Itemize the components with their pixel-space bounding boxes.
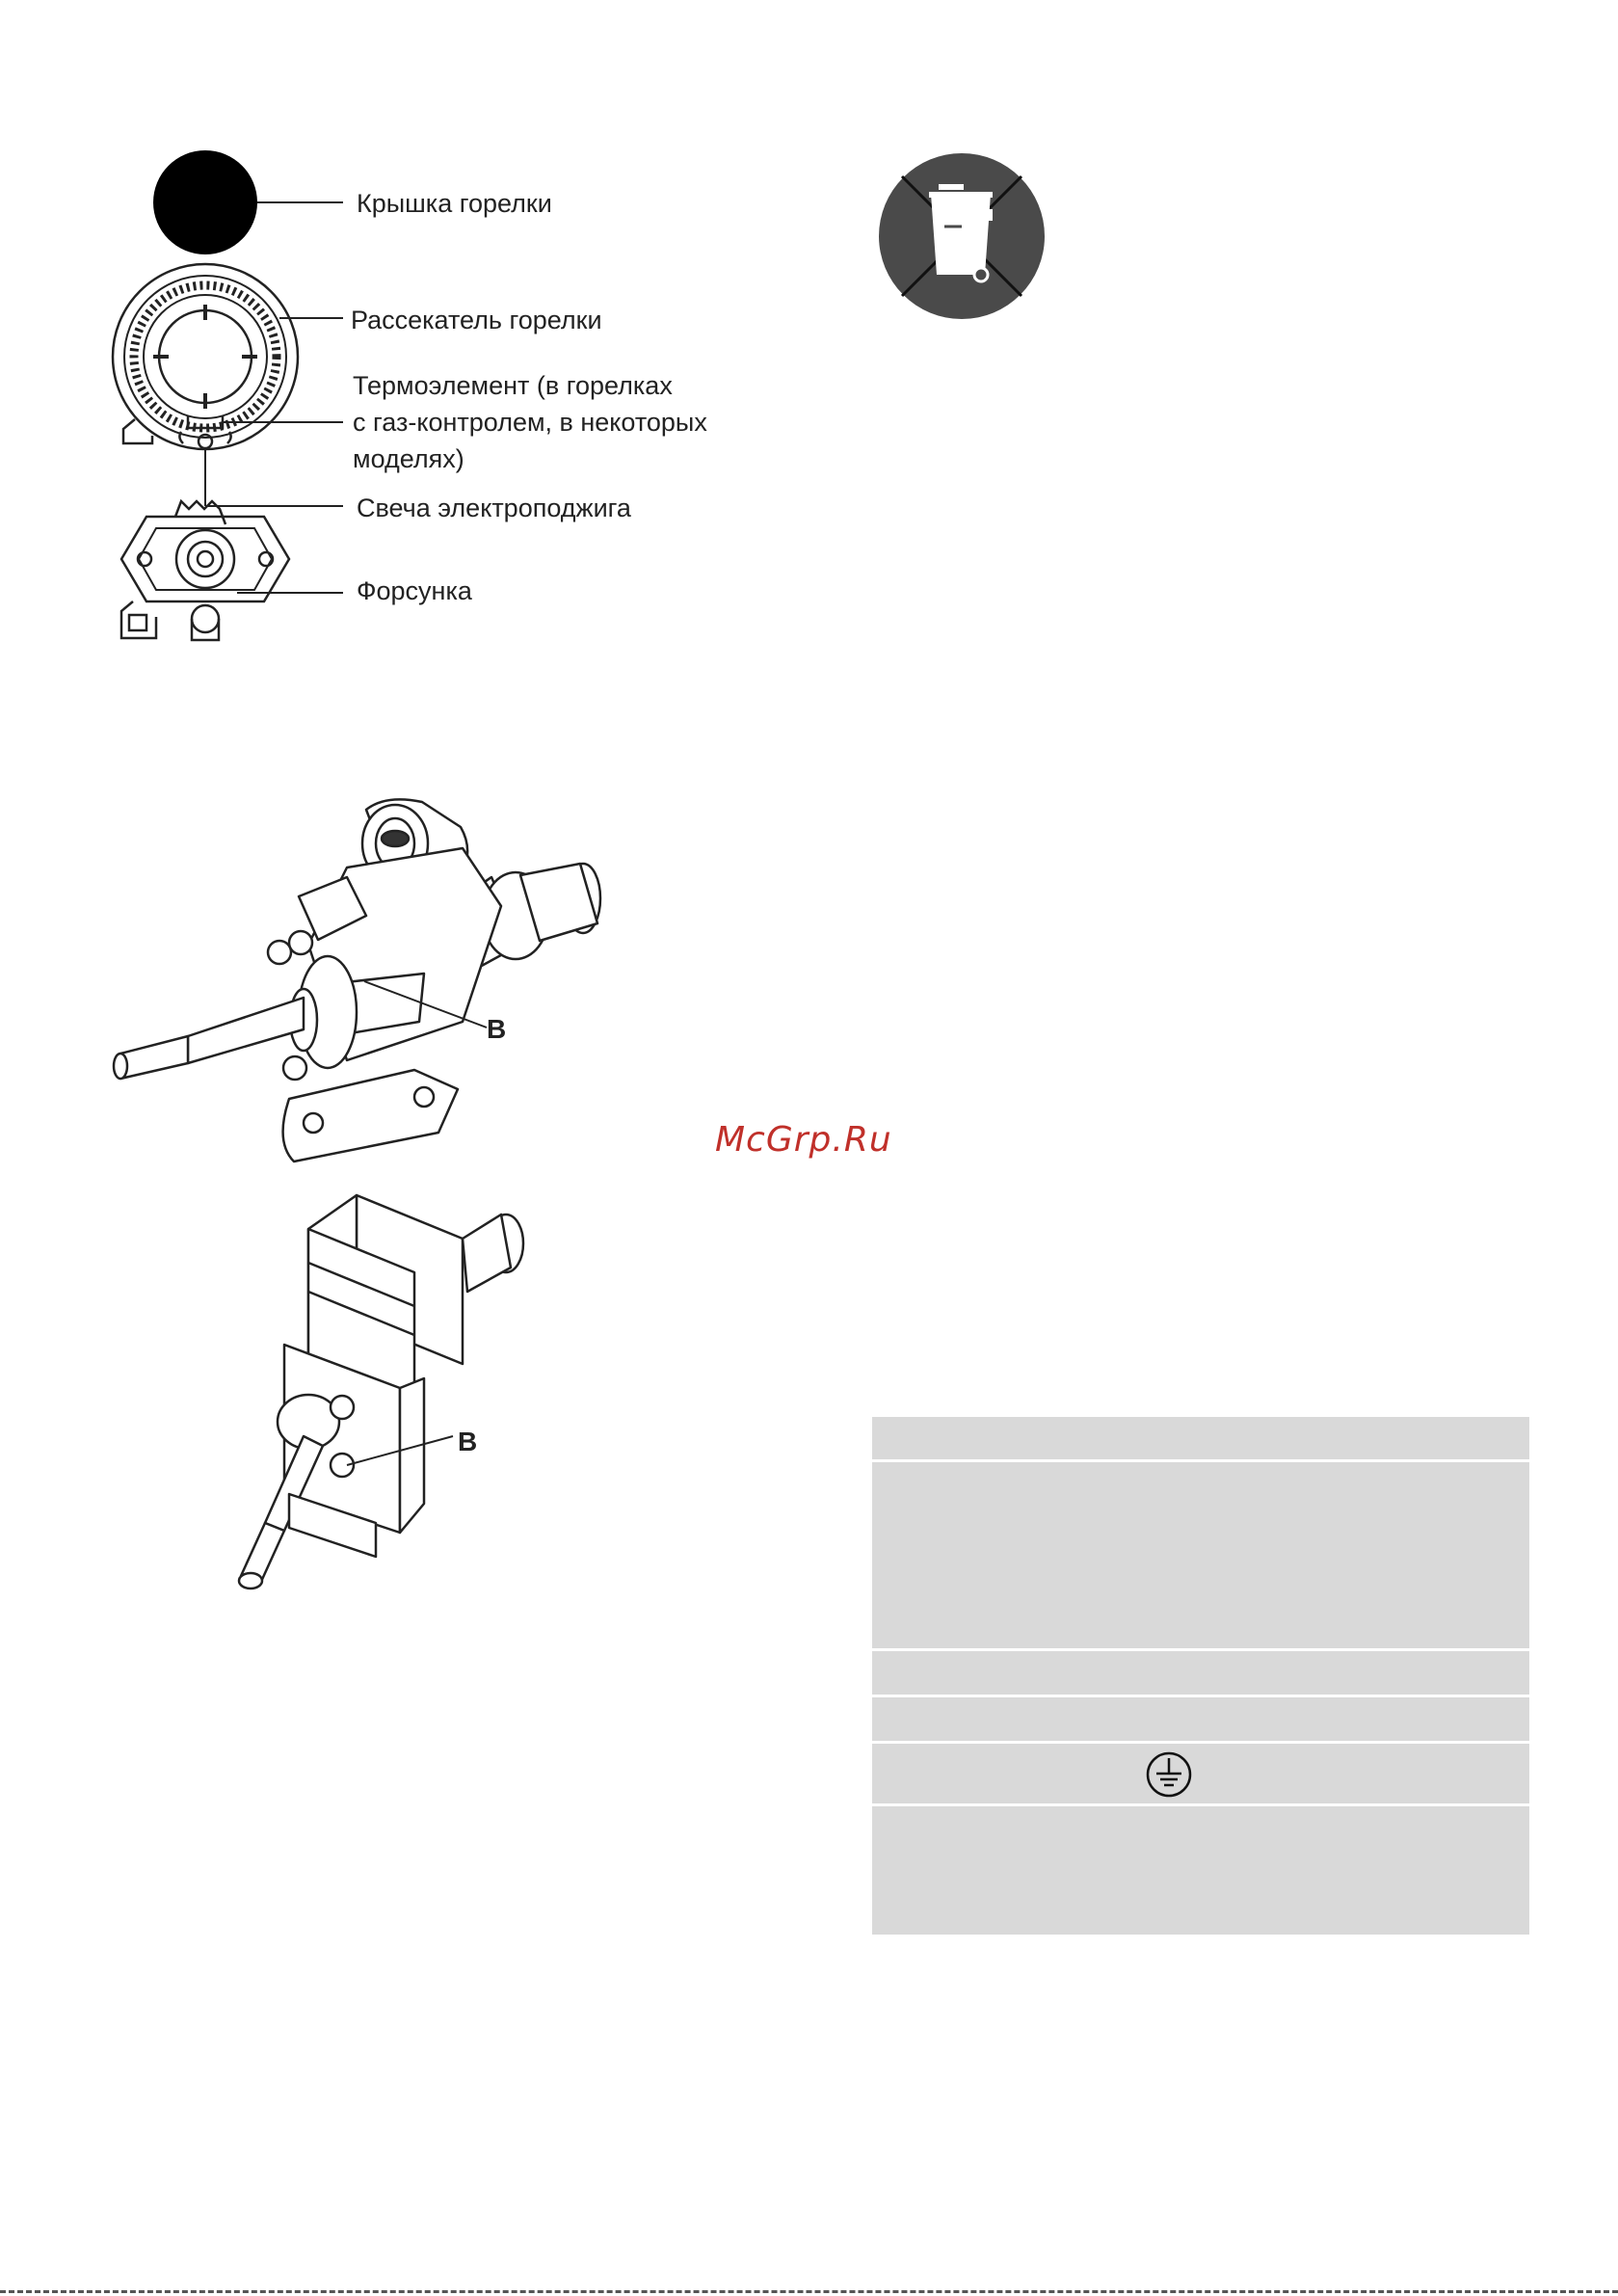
table-row bbox=[872, 1744, 1529, 1803]
table-row bbox=[872, 1462, 1529, 1648]
burner-cap-label: Крышка горелки bbox=[357, 189, 552, 218]
crossed-out-wheelie-bin-icon bbox=[875, 149, 1048, 323]
mcgrp-watermark: McGrp.Ru bbox=[715, 1120, 892, 1160]
table-row bbox=[872, 1806, 1529, 1935]
gas-valve-top-illustration bbox=[106, 790, 646, 1166]
table-row bbox=[872, 1697, 1529, 1741]
table-row bbox=[872, 1417, 1529, 1459]
spec-table bbox=[872, 1417, 1529, 1937]
table-row bbox=[872, 1651, 1529, 1695]
thermo-element-label-line1: Термоэлемент (в горелках bbox=[353, 371, 673, 400]
burner-spreader-label: Рассекатель горелки bbox=[351, 306, 602, 334]
ground-symbol-icon bbox=[1145, 1750, 1193, 1799]
page-bottom-rule bbox=[0, 2290, 1618, 2293]
spark-plug-label: Свеча электроподжига bbox=[357, 494, 631, 522]
burner-base-nozzle bbox=[121, 501, 289, 640]
valve-top-marker-b: B bbox=[487, 1014, 507, 1044]
valve-bottom-marker-b: B bbox=[458, 1427, 478, 1456]
gas-valve-bottom-illustration bbox=[125, 1186, 549, 1610]
thermo-element-label-line3: моделях) bbox=[353, 444, 464, 473]
thermo-element-label-line2: с газ-контролем, в некоторых bbox=[353, 408, 707, 437]
burner-cap bbox=[153, 150, 257, 254]
nozzle-label: Форсунка bbox=[357, 576, 472, 605]
